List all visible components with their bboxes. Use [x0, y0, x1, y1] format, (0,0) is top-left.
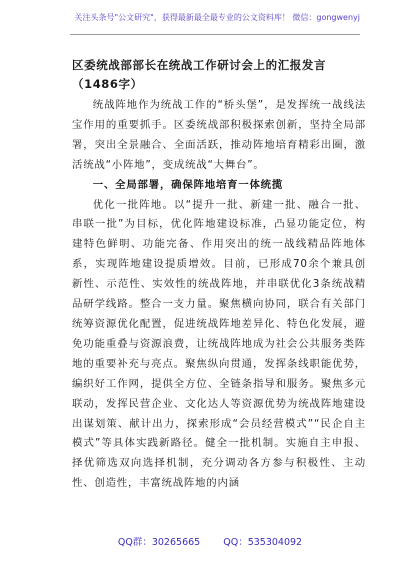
header-note: 关注头条号"公文研究"，获得最新最全最专业的公文资料库！ 微信：gongwenyj — [74, 13, 360, 22]
section-heading: 一、全局部署，确保阵地培育一体统揽 — [92, 178, 284, 191]
intro-paragraph: 统战阵地作为统战工作的“桥头堡”，是发挥统一战线法宝作用的重要抓手。区委统战部积极探索创新，坚持全局部署，突出全景融合、全面活跃，推动阵地培育精彩出圈，激活统战“小阵地”，变成统战“大舞台”。 — [72, 99, 366, 171]
footer-contact — [60, 534, 360, 548]
document-title: 区委统战部部长在统战工作研讨会上的汇报发言（1486字） — [72, 58, 327, 91]
footer-qq-group: QQ群：30265665 — [117, 537, 201, 548]
footer-qq: QQ：535304092 — [223, 537, 303, 548]
document-body — [72, 96, 366, 494]
body-paragraph: 优化一批阵地。以“提升一批、新建一批、融合一批、串联一批”为目标，优化阵地建设标准，凸显功能定位，构建特色鲜明、功能完备、作用突出的统一战线精品阵地体系，实现阵地建设提质增效。目前，已形成70余个兼具创新性、示范性、实效性的统战阵地，并串联优化3条统战精品研学线路。整合一支力量。聚焦横向协同，联合有关部门统筹资源优化配置，促进统战阵地差异化、特色化发展，避免功能重叠与资源浪费，让统战阵地成为社会公共服务类阵地的重要补充与亮点。聚焦纵向贯通，发挥条线职能优势，编织好工作网，提供全方位、全链条指导和服务。聚焦多元联动，发挥民营企业、文化达人等资源优势为统战阵地建设出谋划策、献计出力，探索形成“会员经营模式”“民企自主模式”等具体实践新路径。健全一批机制。实施自主申报、择优筛选双向选择机制，充分调动各方参与积极性、主动性、创造性，丰富统战阵地的内涵 — [72, 198, 366, 490]
header-divider — [70, 34, 360, 35]
